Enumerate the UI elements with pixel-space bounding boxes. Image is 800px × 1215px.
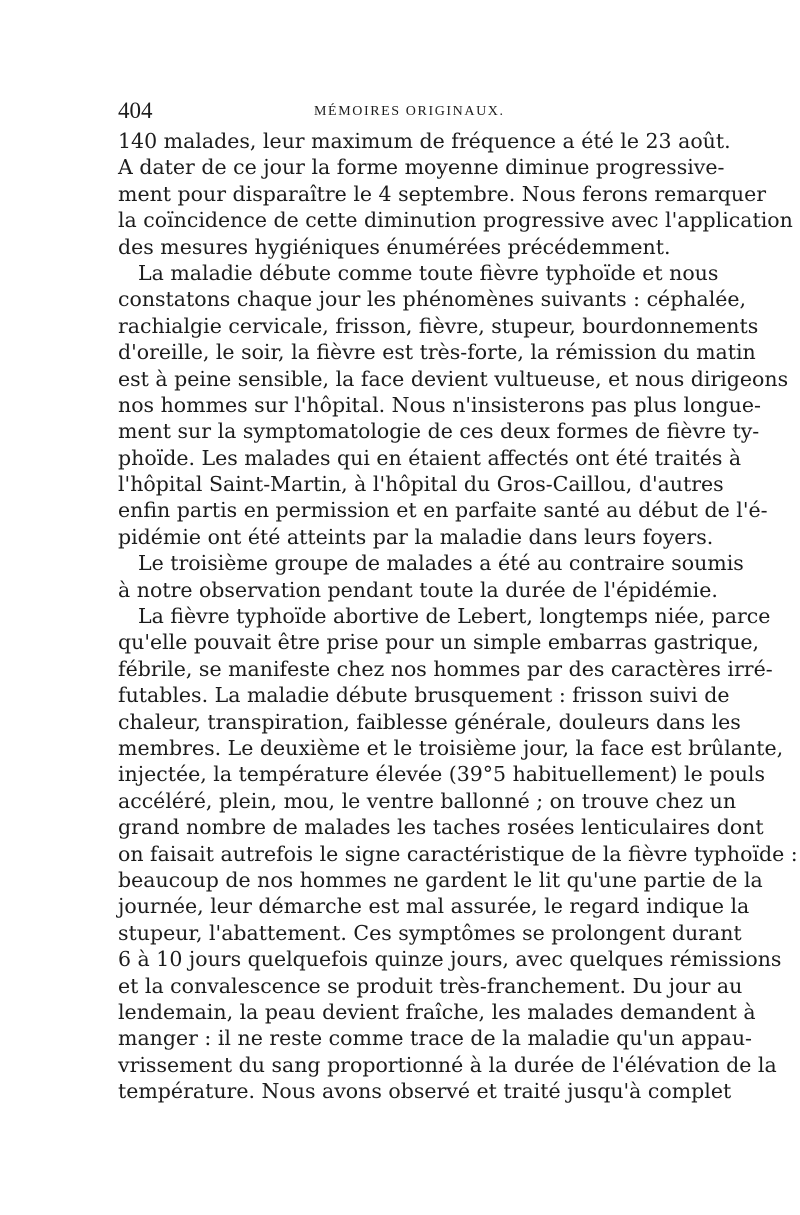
text-line: la coïncidence de cette diminution progressive avec l'application [118,208,793,233]
running-header [118,96,686,126]
text-line: ment pour disparaître le 4 septembre. Nous ferons remarquer [118,181,767,206]
text-line: accéléré, plein, mou, le ventre ballonné ; on trouve chez un [118,788,737,813]
text-line: beaucoup de nos hommes ne gardent le lit qu'une partie de la [118,867,763,892]
text-line: manger : il ne reste comme trace de la maladie qu'un appau- [118,1026,752,1051]
text-line: nos hommes sur l'hôpital. Nous n'insisterons pas plus longue- [118,392,761,417]
text-line: journée, leur démarche est mal assurée, le regard indique la [118,894,750,919]
text-line: stupeur, l'abattement. Ces symptômes se prolongent durant [118,920,742,945]
text-line: pidémie ont été atteints par la maladie dans leurs foyers. [118,524,714,549]
body-text [118,128,798,1104]
running-title: MÉMOIRES ORIGINAUX. [314,104,505,119]
text-line: chaleur, transpiration, faiblesse générale, douleurs dans les [118,709,741,734]
text-line: grand nombre de malades les taches rosées lenticulaires dont [118,815,764,840]
text-line: A dater de ce jour la forme moyenne diminue progressive- [118,155,725,180]
text-line: La maladie débute comme toute fièvre typhoïde et nous [138,260,719,285]
text-line: lendemain, la peau devient fraîche, les malades demandent à [118,999,756,1024]
text-line: enfin partis en permission et en parfaite santé au début de l'é- [118,498,768,523]
page-number: 404 [118,98,153,123]
text-line: l'hôpital Saint-Martin, à l'hôpital du Gros-Caillou, d'autres [118,472,724,497]
text-line: des mesures hygiéniques énumérées précédemment. [118,234,671,259]
text-line: qu'elle pouvait être prise pour un simple embarras gastrique, [118,630,760,655]
text-line: La fièvre typhoïde abortive de Lebert, longtemps niée, parce [138,604,771,629]
text-line: fébrile, se manifeste chez nos hommes par des caractères irré- [118,656,773,681]
text-line: on faisait autrefois le signe caractéristique de la fièvre typhoïde : [118,841,798,866]
text-line: est à peine sensible, la face devient vultueuse, et nous dirigeons [118,366,789,391]
text-line: Le troisième groupe de malades a été au contraire soumis [138,551,744,576]
text-line: à notre observation pendant toute la durée de l'épidémie. [118,577,718,602]
text-line: injectée, la température élevée (39°5 habituellement) le pouls [118,762,766,787]
text-line: d'oreille, le soir, la fièvre est très-forte, la rémission du matin [118,340,756,365]
text-line: membres. Le deuxième et le troisième jour, la face est brûlante, [118,735,784,760]
text-line: futables. La maladie débute brusquement : frisson suivi de [118,683,730,708]
text-line: vrissement du sang proportionné à la durée de l'élévation de la [118,1052,777,1077]
text-line: température. Nous avons observé et traité jusqu'à complet [118,1079,732,1104]
text-line: ment sur la symptomatologie de ces deux formes de fièvre ty- [118,419,760,444]
text-line: et la convalescence se produit très-franchement. Du jour au [118,973,743,998]
text-line: rachialgie cervicale, frisson, fièvre, stupeur, bourdonnements [118,313,759,338]
text-line: 6 à 10 jours quelquefois quinze jours, avec quelques rémissions [118,947,782,972]
text-line: 140 malades, leur maximum de fréquence a été le 23 août. [118,129,731,153]
text-line: phoïde. Les malades qui en étaient affectés ont été traités à [118,445,742,470]
text-line: constatons chaque jour les phénomènes suivants : céphalée, [118,287,747,312]
